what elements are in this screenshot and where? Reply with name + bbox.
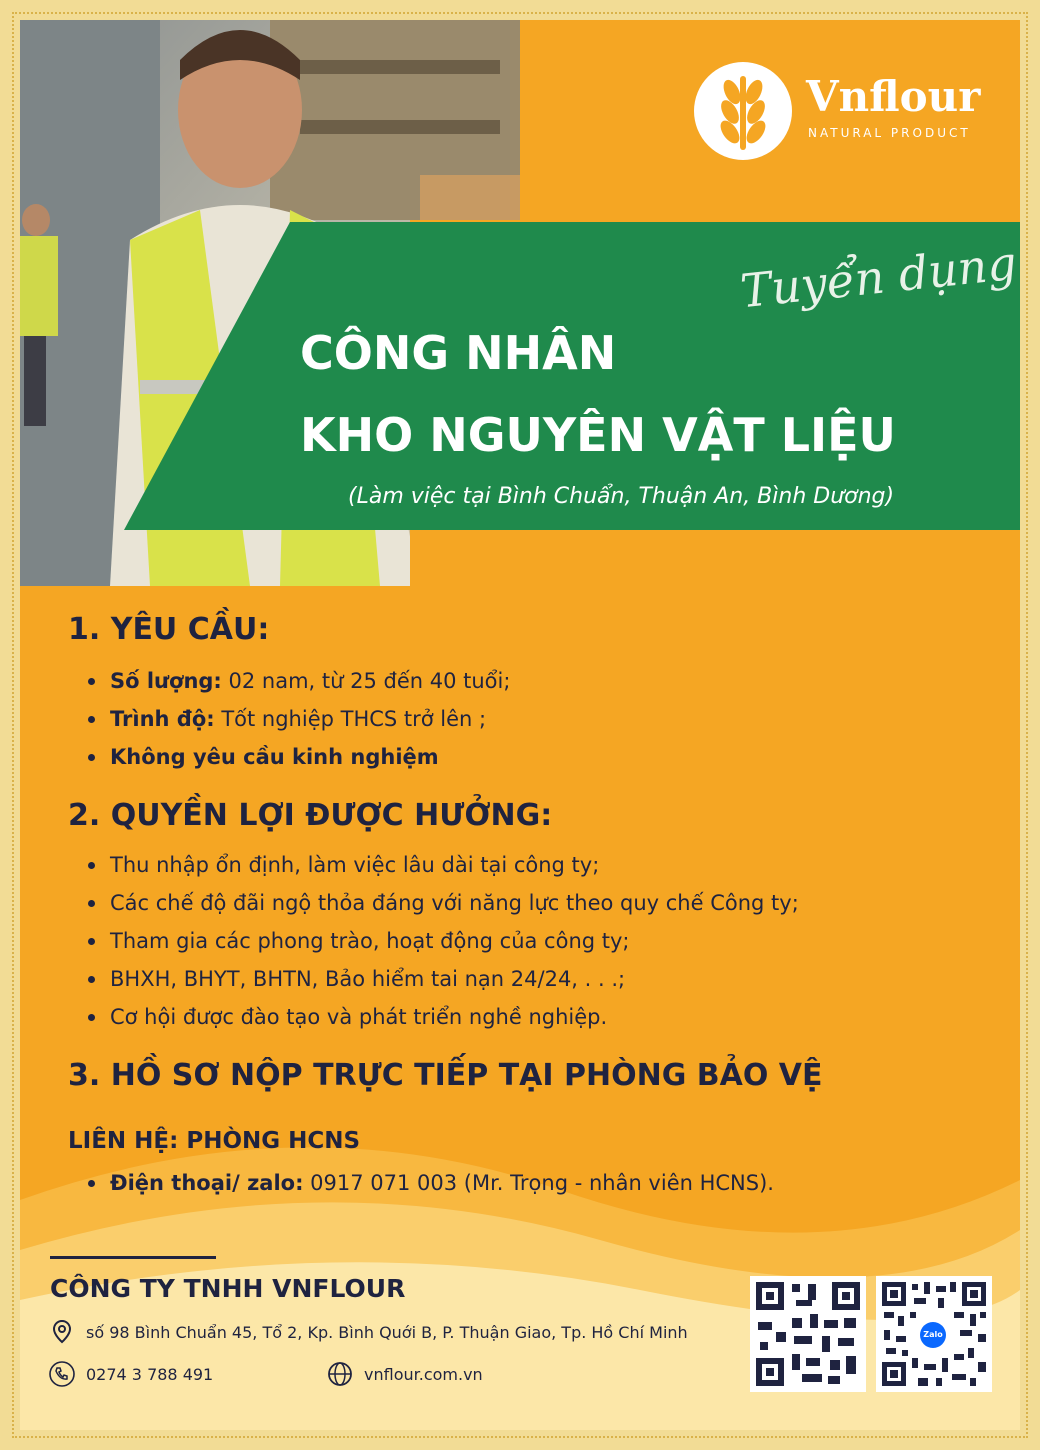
website-qr-code[interactable] <box>750 1276 866 1392</box>
list-item: Điện thoại/ zalo: 0917 071 003 (Mr. Trọng - nhân viên HCNS). <box>86 1164 774 1202</box>
qr-code-icon <box>752 1278 864 1390</box>
phone-text[interactable]: 0274 3 788 491 <box>86 1364 214 1384</box>
address-text: số 98 Bình Chuẩn 45, Tổ 2, Kp. Bình Quới B, P. Thuận Giao, Tp. Hồ Chí Minh <box>86 1322 688 1342</box>
location-pin-icon <box>48 1318 76 1346</box>
brand-logo <box>694 62 994 162</box>
list-item: Tham gia các phong trào, hoạt động của công ty; <box>86 922 799 960</box>
zalo-badge: Zalo <box>920 1322 946 1348</box>
contact-heading: LIÊN HỆ: PHÒNG HCNS <box>68 1128 361 1154</box>
list-item: Các chế độ đãi ngộ thỏa đáng với năng lực theo quy chế Công ty; <box>86 884 799 922</box>
wheat-icon <box>694 62 792 160</box>
list-item: Thu nhập ổn định, làm việc lâu dài tại công ty; <box>86 846 799 884</box>
list-item: Cơ hội được đào tạo và phát triển nghề nghiệp. <box>86 998 799 1036</box>
benefits-heading: 2. QUYỀN LỢI ĐƯỢC HƯỞNG: <box>68 798 553 833</box>
benefits-list <box>86 846 799 1036</box>
footer-divider <box>50 1256 216 1259</box>
phone-row <box>48 1360 213 1388</box>
address-row <box>48 1318 688 1346</box>
job-title-line2: KHO NGUYÊN VẬT LIỆU <box>300 408 896 462</box>
globe-icon <box>326 1360 354 1388</box>
requirements-list <box>86 662 510 776</box>
requirements-heading: 1. YÊU CẦU: <box>68 612 270 647</box>
website-link[interactable]: vnflour.com.vn <box>364 1364 483 1384</box>
recruiting-script: Tuyển dụng <box>737 235 1020 319</box>
website-row <box>326 1360 483 1388</box>
zalo-qr-code[interactable] <box>876 1276 992 1392</box>
company-name: CÔNG TY TNHH VNFLOUR <box>50 1274 406 1303</box>
list-item: BHXH, BHYT, BHTN, Bảo hiểm tai nạn 24/24, . . .; <box>86 960 799 998</box>
work-location: (Làm việc tại Bình Chuẩn, Thuận An, Bình Dương) <box>348 484 895 509</box>
job-title-line1: CÔNG NHÂN <box>300 326 617 380</box>
list-item: Số lượng: 02 nam, từ 25 đến 40 tuổi; <box>86 662 510 700</box>
brand-name: Vnflour <box>806 72 981 121</box>
brand-tagline: NATURAL PRODUCT <box>808 126 971 140</box>
documents-heading: 3. HỒ SƠ NỘP TRỰC TIẾP TẠI PHÒNG BẢO VỆ <box>68 1058 823 1093</box>
phone-icon <box>48 1360 76 1388</box>
list-item: Trình độ: Tốt nghiệp THCS trở lên ; <box>86 700 510 738</box>
contact-list <box>86 1164 774 1202</box>
list-item: Không yêu cầu kinh nghiệm <box>86 738 510 776</box>
